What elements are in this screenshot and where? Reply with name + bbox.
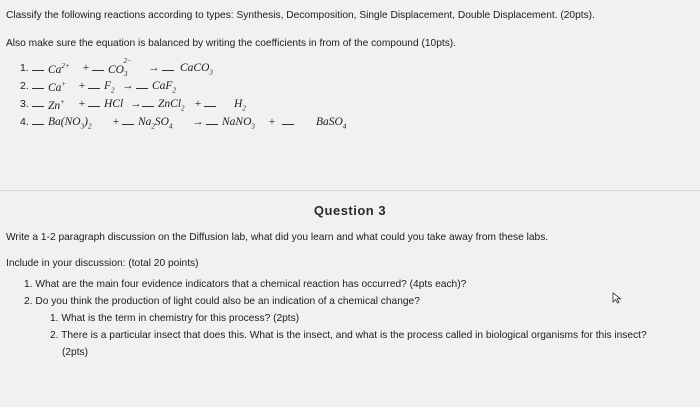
reaction-arrow: → (192, 116, 204, 128)
item-number: 2. (24, 296, 33, 307)
reaction-arrow: → (148, 62, 160, 74)
reaction-arrow: → (122, 80, 134, 92)
mouse-pointer-icon (612, 292, 622, 304)
question-item-2 (24, 296, 420, 307)
item-text: Do you think the production of light could also be an indication of a chemical change? (35, 296, 420, 307)
section-divider (0, 190, 700, 191)
instructions-line-1: Classify the following reactions according to types: Synthesis, Decomposition, Single Displacement, Double Displacement. (20pts). (6, 10, 595, 21)
equation-number: 1. (20, 62, 29, 74)
question-subitem-2 (50, 330, 647, 341)
equation-number: 4. (20, 116, 29, 128)
coefficient-blank[interactable] (204, 98, 216, 107)
question-subitem-2-points: (2pts) (62, 347, 89, 358)
item-number: 2. (50, 330, 59, 341)
question-item-1 (24, 279, 466, 290)
plus-sign: + (268, 116, 276, 128)
plus-sign: + (112, 116, 120, 128)
coefficient-blank[interactable] (206, 116, 218, 125)
reaction-arrow: → (130, 98, 142, 110)
plus-sign: + (82, 62, 90, 74)
coefficient-blank[interactable] (162, 62, 174, 71)
instructions-line-2: Also make sure the equation is balanced by writing the coefficients in from of the compound (10pts). (6, 38, 457, 49)
coefficient-blank[interactable] (142, 98, 154, 107)
item-number: 1. (24, 279, 33, 290)
formula-hcl: HCl (104, 98, 124, 110)
equation-number: 3. (20, 98, 29, 110)
coefficient-blank[interactable] (136, 80, 148, 89)
coefficient-blank[interactable] (32, 80, 44, 89)
coefficient-blank[interactable] (88, 80, 100, 89)
question-heading: Question 3 (313, 203, 387, 218)
coefficient-blank[interactable] (32, 116, 44, 125)
plus-sign: + (78, 98, 86, 110)
item-text: What is the term in chemistry for this process? (2pts) (61, 313, 300, 324)
item-text: What are the main four evidence indicators that a chemical reaction has occurred? (4pts each)? (35, 279, 467, 290)
coefficient-blank[interactable] (32, 62, 44, 71)
coefficient-blank[interactable] (92, 62, 104, 71)
equation-number: 2. (20, 80, 29, 92)
item-number: 1. (50, 313, 59, 324)
coefficient-blank[interactable] (122, 116, 134, 125)
plus-sign: + (78, 80, 86, 92)
coefficient-blank[interactable] (282, 116, 294, 125)
question-subitem-1 (50, 313, 299, 324)
document-page: Classify the following reactions according to types: Synthesis, Decomposition, Single Displacement, Double Displacement. (20pts). Also make sure the equation is balanced by writing the coefficients in from of the compound (10pts). 1. $Ca^{2+}$ + $CO_3^{2-}$ → CaCO$_3$ 2. Ca+ + $F_2$ → CaF$_2$ 3. Zn+ + HCl → ZnCl$_2$ + $H_2$ 4. $Ba(NO_3)_2$ + $Na_2SO_4$ → NaNO$_3$ + BaSO$_4$ Question 3 Write a 1-2 paragraph discussion on the Diffusion lab, what did you learn and what could you take away from these labs. Include in your discussion: (total 20 points) 1. What are the main four evidence indicators that a chemical reaction has occurred? (4pts each)? 2. Do you think the production of light could also be an indication of a chemical change? 1. What is the term in chemistry for this process? (2pts) 2. There is a particular insect that does this. What is the insect, and what is the process called in biological organisms for this insect? (2pts) (0, 0, 700, 407)
question-include: Include in your discussion: (total 20 points) (6, 258, 199, 269)
item-text: There is a particular insect that does this. What is the insect, and what is the process called in biological organisms for this insect? (61, 330, 647, 341)
coefficient-blank[interactable] (88, 98, 100, 107)
coefficient-blank[interactable] (32, 98, 44, 107)
question-prompt: Write a 1-2 paragraph discussion on the Diffusion lab, what did you learn and what could you take away from these labs. (6, 232, 549, 243)
plus-sign: + (194, 98, 202, 110)
